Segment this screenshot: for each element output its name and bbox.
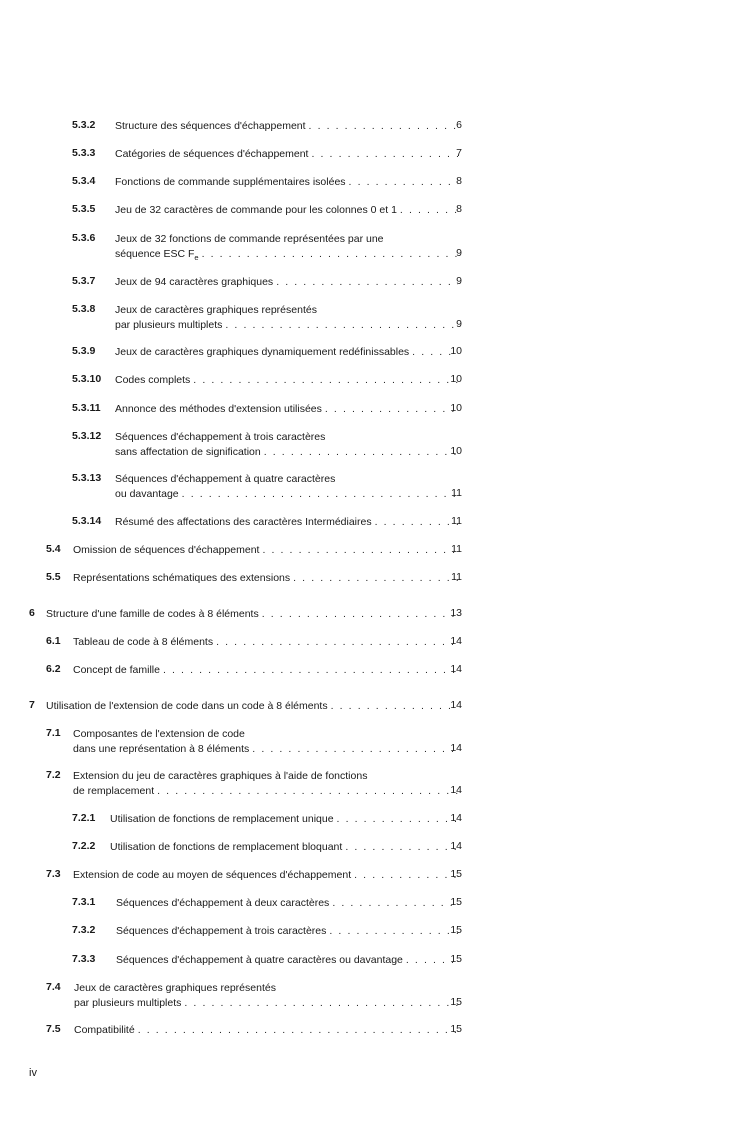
section-number: 7 [29, 699, 35, 711]
section-number: 5.3.13 [72, 472, 102, 484]
section-title: Composantes de l'extension de code [73, 728, 245, 740]
leader-dots [262, 607, 458, 622]
page-number: 14 [450, 635, 462, 647]
section-number: 5.3.11 [72, 402, 101, 414]
section-number: 7.3 [46, 868, 61, 880]
section-number: 7.1 [46, 727, 61, 739]
section-title-cont: dans une représentation à 8 éléments [73, 743, 250, 755]
footer-page-label: iv [29, 1067, 37, 1079]
section-title: Extension de code au moyen de séquences d'échappement [73, 869, 352, 881]
section-number: 5.3.14 [72, 515, 102, 527]
section-title: Utilisation de fonctions de remplacement bloquant [110, 841, 343, 853]
page-number: 9 [456, 247, 462, 259]
section-title-cont: sans affectation de signification [115, 446, 261, 458]
leader-dots [252, 742, 458, 757]
section-title: Structure d'une famille de codes à 8 éléments [46, 608, 259, 620]
page-number: 14 [450, 663, 462, 675]
section-title: Fonctions de commande supplémentaires isolées [115, 176, 346, 188]
leader-dots [163, 663, 458, 678]
section-title: Extension du jeu de caractères graphiques à l'aide de fonctions [73, 770, 368, 782]
section-number: 5.3.5 [72, 203, 96, 215]
leader-dots [202, 247, 458, 262]
subscript: e [194, 253, 199, 262]
leader-dots [157, 784, 458, 799]
section-number: 5.4 [46, 543, 61, 555]
section-title: Utilisation de l'extension de code dans un code à 8 éléments [46, 700, 328, 712]
section-title: Jeux de 32 fonctions de commande représentées par une [115, 233, 384, 245]
section-number: 7.2.1 [72, 812, 96, 824]
section-title: Jeux de 94 caractères graphiques [115, 276, 274, 288]
section-title: Catégories de séquences d'échappement [115, 148, 309, 160]
section-title: Séquences d'échappement à trois caractères [115, 431, 326, 443]
page-number: 10 [450, 373, 462, 385]
section-number: 5.3.12 [72, 430, 102, 442]
section-title: Concept de famille [73, 664, 160, 676]
section-number: 6.1 [46, 635, 61, 647]
section-title: Utilisation de fonctions de remplacement unique [110, 813, 334, 825]
section-number: 5.5 [46, 571, 61, 583]
page-number: 15 [450, 924, 462, 936]
section-number: 6.2 [46, 663, 61, 675]
page-number: 10 [450, 402, 462, 414]
section-title: Jeu de 32 caractères de commande pour les colonnes 0 et 1 [115, 204, 397, 216]
section-title: Séquences d'échappement à quatre caractères [115, 473, 336, 485]
section-title-cont: par plusieurs multiplets [115, 319, 223, 331]
section-title: Jeux de caractères graphiques représentés [74, 982, 276, 994]
section-number: 7.3.3 [72, 953, 96, 965]
section-title: Représentations schématiques des extensions [73, 572, 291, 584]
section-number: 7.3.2 [72, 924, 96, 936]
leader-dots [184, 996, 458, 1011]
page-number: 10 [450, 445, 462, 457]
page-number: 14 [450, 812, 462, 824]
section-number: 5.3.9 [72, 345, 96, 357]
page-number: 11 [451, 571, 462, 583]
section-title: Jeux de caractères graphiques dynamiquement redéfinissables [115, 346, 410, 358]
section-number: 7.2.2 [72, 840, 96, 852]
leader-dots [264, 445, 458, 460]
section-title: Omission de séquences d'échappement [73, 544, 260, 556]
section-title: Résumé des affectations des caractères Intermédiaires [115, 516, 372, 528]
page-number: 11 [451, 487, 462, 499]
page-number: 9 [456, 275, 462, 287]
page-number: 15 [450, 896, 462, 908]
leader-dots [262, 543, 458, 558]
section-title-cont: séquence ESC F [115, 248, 195, 260]
section-number: 5.3.7 [72, 275, 96, 287]
section-title: Codes complets [115, 374, 191, 386]
section-title: Compatibilité [74, 1024, 135, 1036]
section-title: Annonce des méthodes d'extension utilisées [115, 403, 322, 415]
leader-dots [332, 896, 458, 911]
section-title: Séquences d'échappement à quatre caractères ou davantage [116, 954, 403, 966]
page-number: 14 [450, 840, 462, 852]
section-number: 5.3.6 [72, 232, 96, 244]
page-number: 9 [456, 318, 462, 330]
page-number: 15 [450, 996, 462, 1008]
page-number: 15 [450, 868, 462, 880]
page-number: 10 [450, 345, 462, 357]
section-number: 5.3.8 [72, 303, 96, 315]
leader-dots [293, 571, 458, 586]
section-number: 5.3.4 [72, 175, 96, 187]
page-number: 11 [451, 515, 462, 527]
section-title: Séquences d'échappement à deux caractères [116, 897, 330, 909]
leader-dots [216, 635, 458, 650]
section-title-cont: par plusieurs multiplets [74, 997, 182, 1009]
leader-dots [325, 402, 458, 417]
leader-dots [276, 275, 458, 290]
leader-dots [309, 119, 458, 134]
section-number: 5.3.2 [72, 119, 96, 131]
section-number: 7.4 [46, 981, 61, 993]
leader-dots [329, 924, 458, 939]
page-number: 8 [456, 175, 462, 187]
section-title-cont: de remplacement [73, 785, 155, 797]
page-number: 13 [450, 607, 462, 619]
page-number: 14 [450, 784, 462, 796]
page-number: 15 [450, 953, 462, 965]
leader-dots [331, 699, 458, 714]
leader-dots [337, 812, 458, 827]
section-number: 5.3.10 [72, 373, 102, 385]
section-number: 5.3.3 [72, 147, 96, 159]
section-title: Tableau de code à 8 éléments [73, 636, 214, 648]
section-number: 7.2 [46, 769, 61, 781]
page-number: 14 [450, 742, 462, 754]
leader-dots [182, 487, 458, 502]
leader-dots [311, 147, 458, 162]
section-title: Structure des séquences d'échappement [115, 120, 306, 132]
section-title-cont: ou davantage [115, 488, 179, 500]
section-number: 7.3.1 [72, 896, 96, 908]
page-number: 14 [450, 699, 462, 711]
page-number: 7 [456, 147, 462, 159]
page-number: 11 [451, 543, 462, 555]
section-number: 7.5 [46, 1023, 61, 1035]
page-number: 15 [450, 1023, 462, 1035]
leader-dots [138, 1023, 458, 1038]
page-number: 6 [456, 119, 462, 131]
section-title: Jeux de caractères graphiques représentés [115, 304, 317, 316]
section-title: Séquences d'échappement à trois caractères [116, 925, 327, 937]
page-number: 8 [456, 203, 462, 215]
leader-dots [225, 318, 458, 333]
leader-dots [193, 373, 458, 388]
section-number: 6 [29, 607, 35, 619]
